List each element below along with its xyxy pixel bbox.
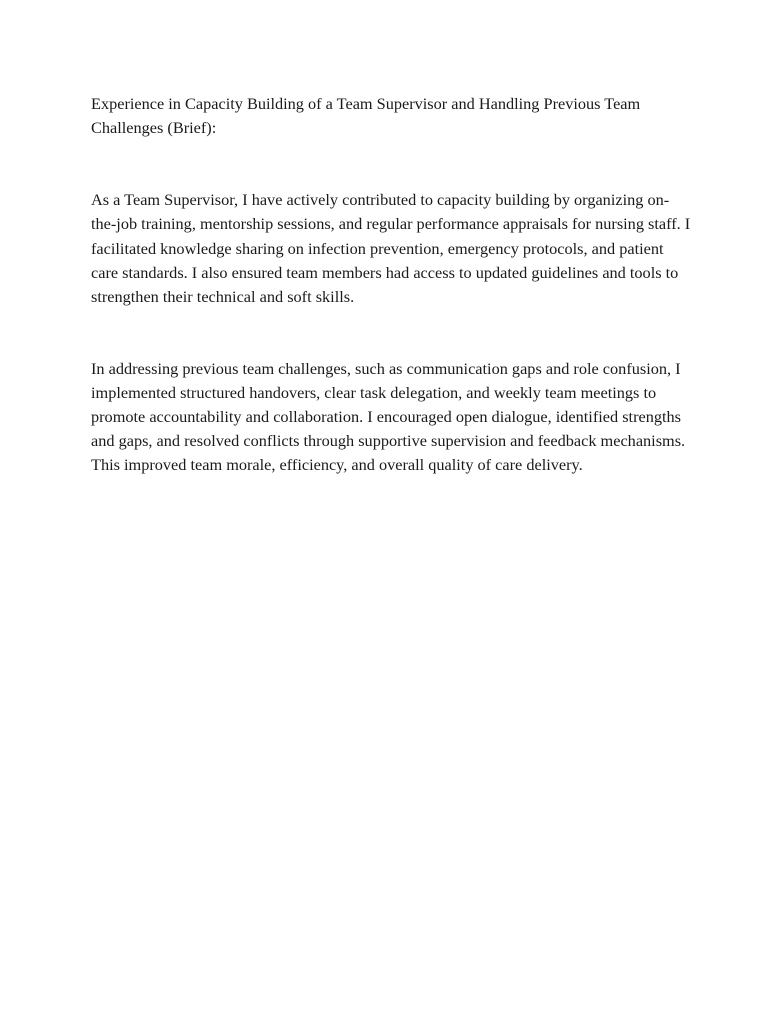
document-title: Experience in Capacity Building of a Team Supervisor and Handling Previous Team Challenges (Brief): — [91, 94, 641, 138]
paragraph-capacity-building: As a Team Supervisor, I have actively contributed to capacity building by organizing on-the-job training, mentorship sessions, and regular performance appraisals for nursing staff. I facilitated knowledge sharing on infection prevention, emergency protocols, and patient care standards. I also ensured team members had access to updated guidelines and tools to strengthen their technical and soft skills. — [91, 190, 691, 306]
document-body — [91, 92, 691, 478]
paragraph-team-challenges: In addressing previous team challenges, such as communication gaps and role confusion, I implemented structured handovers, clear task delegation, and weekly team meetings to promote accountability and collaboration. I encouraged open dialogue, identified strengths and gaps, and resolved conflicts through supportive supervision and feedback mechanisms. This improved team morale, efficiency, and overall quality of care delivery. — [91, 359, 686, 475]
